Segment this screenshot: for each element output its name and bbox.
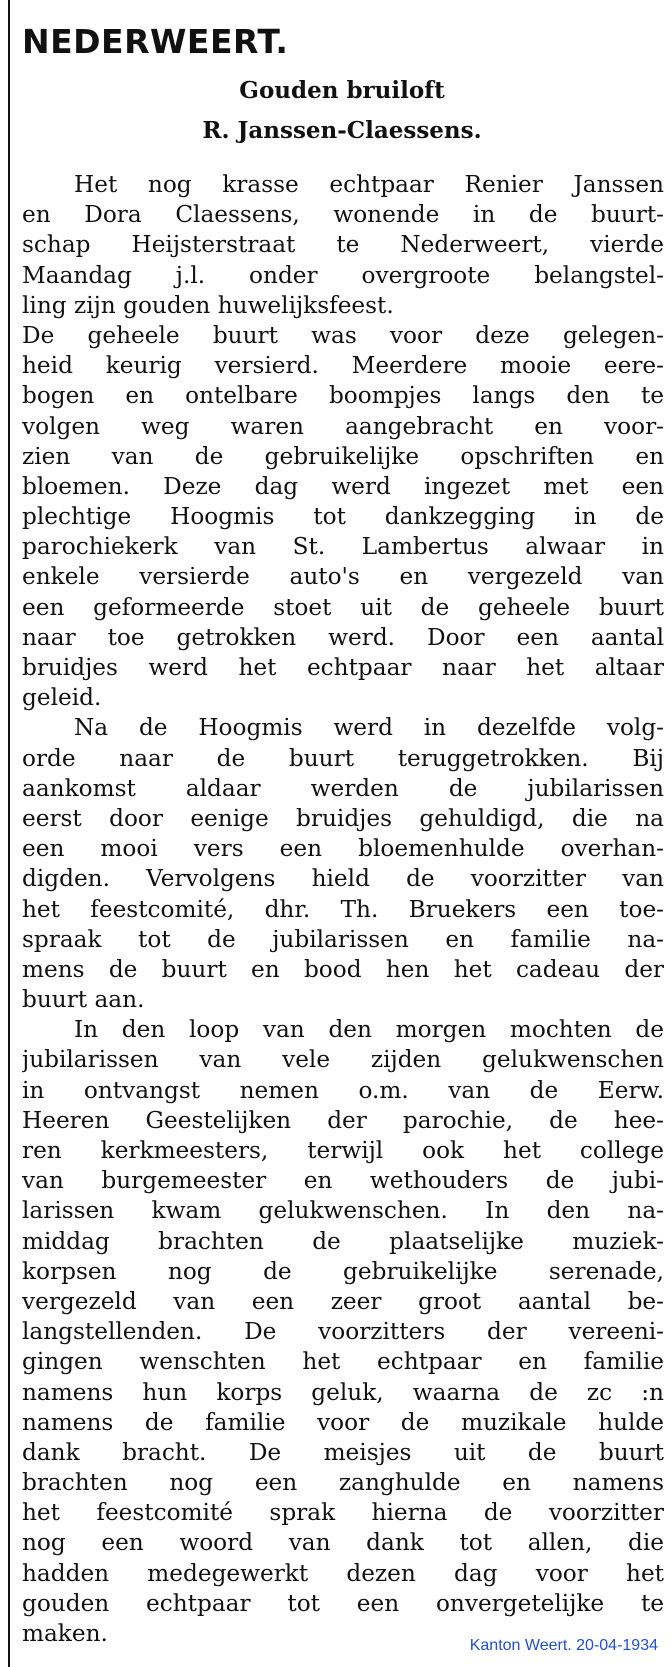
text-line: het feestcomité, dhr. Th. Bruekers een toe- xyxy=(22,895,664,923)
text-line: het feestcomité sprak hierna de voorzitter xyxy=(22,1499,664,1527)
text-line: gingen wenschten het echtpaar en familie xyxy=(22,1348,664,1376)
text-line: namens hun korps geluk, waarna de zc :n xyxy=(22,1378,664,1406)
text-line: orde naar de buurt teruggetrokken. Bij xyxy=(22,744,664,772)
text-line: middag brachten de plaatselijke muziek- xyxy=(22,1227,664,1255)
text-line: vergezeld van een zeer groot aantal be- xyxy=(22,1287,664,1315)
text-line: bloemen. Deze dag werd ingezet met een xyxy=(22,472,664,500)
text-line: plechtige Hoogmis tot dankzegging in de xyxy=(22,503,664,531)
text-line: zien van de gebruikelijke opschriften en xyxy=(22,442,664,470)
text-line: ren kerkmeesters, terwijl ook het college xyxy=(22,1137,664,1164)
text-line: heid keurig versierd. Meerdere mooie eere- xyxy=(22,352,664,380)
text-line: dank bracht. De meisjes uit de buurt xyxy=(22,1438,664,1466)
text-line: namens de familie voor de muzikale hulde xyxy=(22,1408,664,1436)
article-subtitle: R. Janssen-Claessens. xyxy=(202,117,482,144)
text-line: en Dora Claessens, wonende in de buurt- xyxy=(22,201,664,229)
text-line: digden. Vervolgens hield de voorzitter van xyxy=(22,865,664,893)
text-line: geleid. xyxy=(22,684,102,712)
text-line: naar toe getrokken werd. Door een aantal xyxy=(22,623,664,651)
text-line: volgen weg waren aangebracht en voor- xyxy=(22,412,664,440)
text-line: buurt aan. xyxy=(22,986,145,1014)
text-line: maken. xyxy=(22,1620,108,1647)
text-line: schap Heijsterstraat te Nederweert, vierde xyxy=(22,231,664,259)
text-line: De geheele buurt was voor deze gelegen- xyxy=(22,321,664,349)
text-line: mens de buurt en bood hen het cadeau der xyxy=(22,955,664,983)
text-line: spraak tot de jubilarissen en familie na- xyxy=(22,925,664,953)
headline: NEDERWEERT. xyxy=(22,22,289,61)
text-line: jubilarissen van vele zijden gelukwenschen xyxy=(22,1046,664,1074)
text-line: Na de Hoogmis werd in dezelfde volg- xyxy=(74,714,664,742)
source-caption: Kanton Weert. 20-04-1934 xyxy=(469,1637,658,1654)
text-line: korpsen nog de gebruikelijke serenade, xyxy=(22,1257,664,1285)
text-line: bruidjes werd het echtpaar naar het altaar xyxy=(22,654,664,681)
text-line: brachten nog een zanghulde en namens xyxy=(22,1469,664,1497)
text-line: een geformeerde stoet uit de geheele buurt xyxy=(22,593,664,621)
text-line: Heeren Geestelijken der parochie, de hee- xyxy=(22,1106,664,1134)
text-line: Maandag j.l. onder overgroote belangstel- xyxy=(22,261,664,289)
text-line: ling zijn gouden huwelijksfeest. xyxy=(22,291,394,319)
text-line: hadden medegewerkt dezen dag voor het xyxy=(22,1559,664,1587)
text-line: bogen en ontelbare boompjes langs den te xyxy=(22,382,664,410)
text-line: langstellenden. De voorzitters der vereeni- xyxy=(22,1318,664,1346)
text-line: In den loop van den morgen mochten de xyxy=(74,1016,664,1044)
article-title: Gouden bruiloft xyxy=(239,77,445,104)
newspaper-clipping xyxy=(8,0,672,1667)
text-line: nog een woord van dank tot allen, die xyxy=(22,1529,664,1557)
text-line: van burgemeester en wethouders de jubi- xyxy=(22,1167,664,1195)
text-line: een mooi vers een bloemenhulde overhan- xyxy=(22,835,664,863)
text-line: larissen kwam gelukwenschen. In den na- xyxy=(22,1197,664,1225)
text-line: enkele versierde auto's en vergezeld van xyxy=(22,563,664,591)
text-line: Het nog krasse echtpaar Renier Janssen xyxy=(74,171,664,198)
article-body xyxy=(22,170,664,1649)
text-line: in ontvangst nemen o.m. van de Eerw. xyxy=(22,1076,664,1104)
text-line: aankomst aldaar werden de jubilarissen xyxy=(22,774,664,802)
text-line: eerst door eenige bruidjes gehuldigd, die na xyxy=(22,804,664,832)
text-line: gouden echtpaar tot een onvergetelijke te xyxy=(22,1589,664,1617)
text-line: parochiekerk van St. Lambertus alwaar in xyxy=(22,533,664,561)
